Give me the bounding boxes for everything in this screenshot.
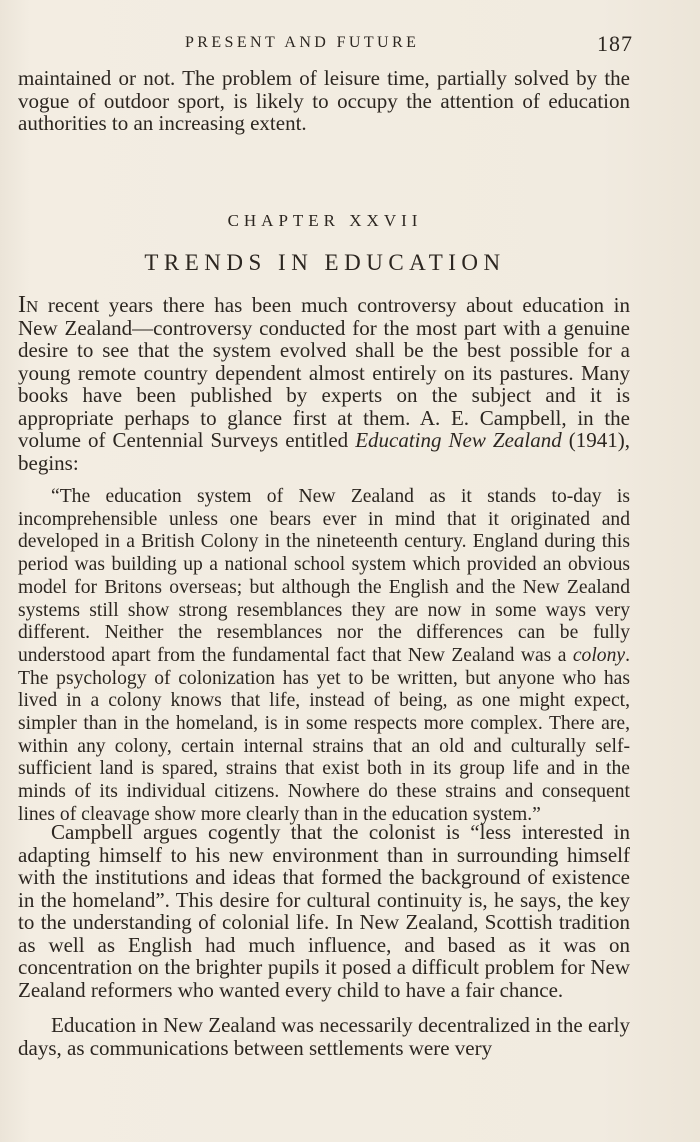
running-head: PRESENT AND FUTURE bbox=[185, 34, 420, 51]
quote-emphasis: colony bbox=[572, 644, 626, 666]
opening-text: recent years there has been much controversy about education in New Zealand—controversy conducted for the most part with a genuine desire to see that the system evolved shall be the best possible for a young remote country dependent almost entirely on its pastures. Many books have been published by experts on the subject and it is appropriate perhaps to glance first at them. A. E. Campbell, in the volume of Centennial Surveys entitled bbox=[18, 293, 630, 452]
opening-initial: In bbox=[18, 292, 39, 318]
chapter-title: TRENDS IN EDUCATION bbox=[144, 250, 506, 275]
quote-text-1: “The education system of New Zealand as it stands to-day is incomprehensible unless one bears ever in mind that it originated and developed in a British Colony in the nineteenth century. England during this period was building up a national school system which provided an obvious model for Britons overseas; but although the English and the New Zealand systems still show strong resemblances they are now in some ways very different. Neither the resemblances nor the differences can be fully understood apart from the fundamental fact that New Zealand was a bbox=[18, 486, 630, 666]
body-paragraph-3: Education in New Zealand was necessarily decentralized in the early days, as communications between settlements were very bbox=[18, 1013, 630, 1060]
body-paragraph-2: Campbell argues cogently that the colonist is “less interested in adapting himself to his new environment than in surrounding himself with the institutions and ideas that formed the background of existence in the homeland”. This desire for cultural continuity is, he says, the key to the understanding of colonial life. In New Zealand, Scottish tradition as well as English had much influence, and based as it was on concentration on the brighter pupils it posed a difficult problem for New Zealand reformers who wanted every child to have a fair chance. bbox=[18, 820, 630, 1002]
opening-text-end: (1941), begins: bbox=[18, 428, 630, 475]
page-number: 187 bbox=[597, 31, 633, 56]
quote-text-2: . The psychology of colonization has yet to be written, but anyone who has lived in a colony knows that life, instead of being, as one might expect, simpler than in the homeland, is in some respects more complex. There are, within any colony, certain internal strains that an old and culturally self-sufficient land is spared, strains that exist both in its group life and in the minds of its individual citizens. Nowhere do these strains and consequent lines of cleavage show more clearly than in the education system.” bbox=[18, 644, 630, 825]
block-quote bbox=[18, 486, 630, 827]
carryover-paragraph: maintained or not. The problem of leisure time, partially solved by the vogue of outdoor sport, is likely to occupy the attention of education authorities to an increasing extent. bbox=[18, 66, 630, 135]
opening-paragraph bbox=[18, 294, 630, 474]
chapter-number: CHAPTER XXVII bbox=[227, 211, 423, 230]
book-title: Educating New Zealand bbox=[355, 428, 562, 452]
